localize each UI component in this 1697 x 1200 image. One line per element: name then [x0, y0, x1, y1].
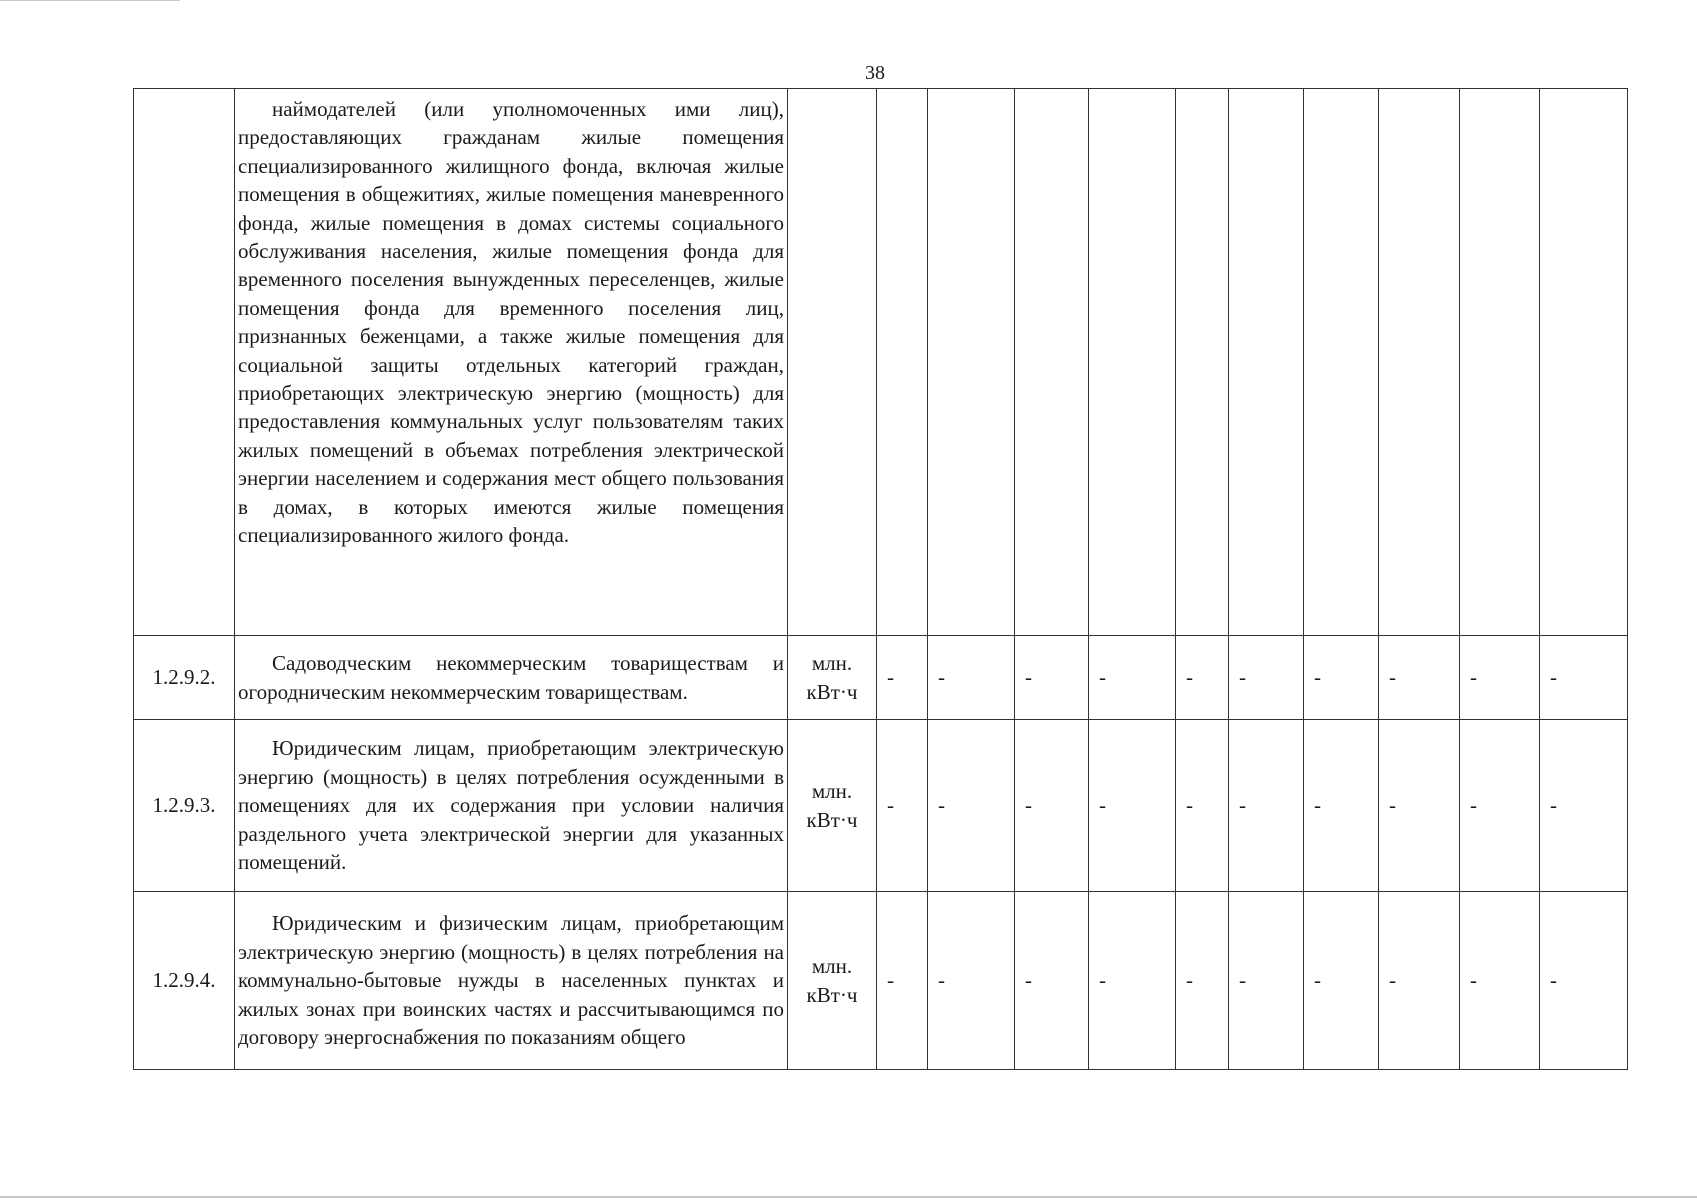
value-cell: - [1540, 720, 1628, 892]
row-number: 1.2.9.2. [134, 636, 235, 720]
value-cell: - [1379, 636, 1460, 720]
value-cell: - [1089, 636, 1176, 720]
unit-line-1: млн. [811, 954, 853, 979]
value-cell: - [1540, 636, 1628, 720]
row-description-text: Юридическим и физическим лицам, приобретающим электрическую энергию (мощность) в целях потребления на коммунально-бытовые нужды в населенных пунктах и жилых зонах при воинских частях и рассчитывающимся по договору энергоснабжения по показаниям общего [238, 911, 784, 1050]
value-cell: - [928, 636, 1015, 720]
row-unit [788, 720, 877, 892]
value-cell: - [1304, 636, 1379, 720]
value-cell: - [1379, 892, 1460, 1070]
value-cell [1229, 89, 1304, 636]
row-description [235, 636, 788, 720]
row-unit [788, 892, 877, 1070]
value-cell: - [877, 892, 928, 1070]
table-row [134, 720, 1628, 892]
scan-edge-bottom [0, 1196, 1697, 1198]
value-cell: - [1304, 720, 1379, 892]
value-cell: - [1015, 892, 1089, 1070]
row-description [235, 892, 788, 1070]
value-cell: - [928, 892, 1015, 1070]
row-number: 1.2.9.4. [134, 892, 235, 1070]
value-cell: - [1229, 892, 1304, 1070]
value-cell: - [1229, 720, 1304, 892]
value-cell [1089, 89, 1176, 636]
value-cell: - [877, 720, 928, 892]
value-cell: - [1176, 892, 1229, 1070]
value-cell: - [1304, 892, 1379, 1070]
value-cell: - [1379, 720, 1460, 892]
value-cell [1379, 89, 1460, 636]
value-cell: - [1460, 720, 1540, 892]
table-row [134, 89, 1628, 636]
value-cell: - [1229, 636, 1304, 720]
row-description [235, 720, 788, 892]
value-cell: - [1015, 636, 1089, 720]
data-table [133, 88, 1628, 1070]
unit-line-1: млн. [811, 651, 853, 676]
value-cell [1460, 89, 1540, 636]
row-description-text: наймодателей (или уполномоченных ими лиц), предоставляющих гражданам жилые помещения специализированного жилищного фонда, включая жилые помещения в общежитиях, жилые помещения маневренного фонда, жилые помещения в домах системы социального обслуживания населения, жилые помещения фонда для временного поселения вынужденных переселенцев, жилые помещения фонда для временного поселения лиц, признанных беженцами, а также жилые помещения для социальной защиты отдельных категорий граждан, приобретающих электрическую энергию (мощность) для предоставления коммунальных услуг пользователям таких жилых помещений в объемах потребления электрической энергии населением и содержания мест общего пользования в домах, в которых имеются жилые помещения специализированного жилого фонда. [238, 97, 784, 548]
value-cell: - [1015, 720, 1089, 892]
row-unit [788, 89, 877, 636]
value-cell [877, 89, 928, 636]
row-description [235, 89, 788, 636]
unit-line-2: кВт·ч [806, 807, 858, 832]
unit-line-2: кВт·ч [806, 679, 858, 704]
value-cell [1540, 89, 1628, 636]
value-cell: - [928, 720, 1015, 892]
value-cell [1015, 89, 1089, 636]
scan-edge-top [0, 0, 180, 1]
row-unit [788, 636, 877, 720]
value-cell: - [1540, 892, 1628, 1070]
value-cell [1304, 89, 1379, 636]
value-cell: - [1176, 720, 1229, 892]
value-cell: - [1176, 636, 1229, 720]
row-description-text: Садоводческим некоммерческим товариществам и огородническим некоммерческим товариществам. [238, 651, 784, 704]
row-number: 1.2.9.3. [134, 720, 235, 892]
value-cell [928, 89, 1015, 636]
table-row [134, 892, 1628, 1070]
value-cell: - [1460, 892, 1540, 1070]
table-row [134, 636, 1628, 720]
value-cell: - [1089, 720, 1176, 892]
row-number [134, 89, 235, 636]
page-number: 38 [865, 62, 885, 84]
unit-line-1: млн. [811, 779, 853, 804]
value-cell: - [877, 636, 928, 720]
value-cell: - [1089, 892, 1176, 1070]
unit-line-2: кВт·ч [806, 982, 858, 1007]
value-cell [1176, 89, 1229, 636]
row-description-text: Юридическим лицам, приобретающим электрическую энергию (мощность) в целях потребления осужденными в помещениях для их содержания при условии наличия раздельного учета электрической энергии для указанных помещений. [238, 736, 784, 875]
value-cell: - [1460, 636, 1540, 720]
